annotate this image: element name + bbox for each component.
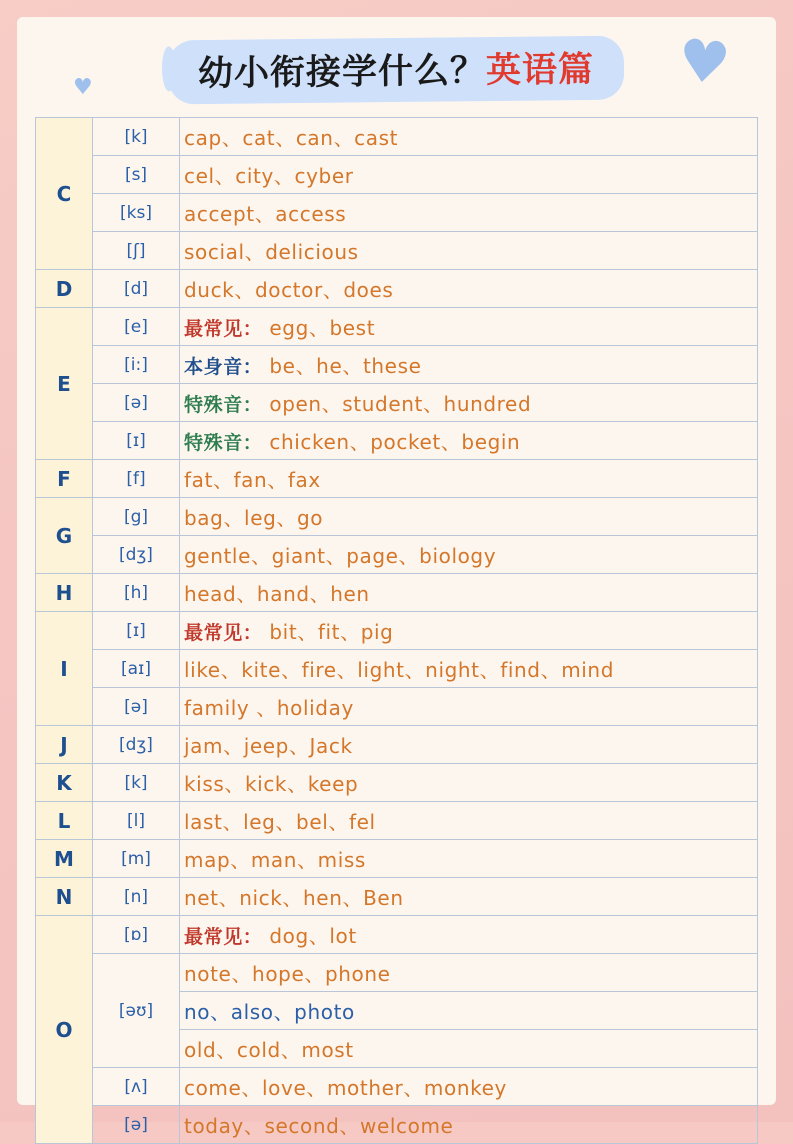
words-prefix: 特殊音： xyxy=(184,394,263,416)
page-title xyxy=(198,49,594,94)
words-text: today、second、welcome xyxy=(184,1114,454,1138)
ipa-cell: [e] xyxy=(93,308,180,346)
ipa-cell: [d] xyxy=(93,270,180,308)
words-text: dog、lot xyxy=(269,924,357,948)
table-row xyxy=(36,764,758,802)
words-text: old、cold、most xyxy=(184,1038,354,1062)
words-cell xyxy=(180,954,758,992)
words-text: last、leg、bel、fel xyxy=(184,810,376,834)
ipa-cell: [ɪ] xyxy=(93,612,180,650)
heart-icon-small: ♥ xyxy=(73,75,93,100)
letter-cell: I xyxy=(36,612,93,726)
table-row xyxy=(36,954,758,992)
words-text: net、nick、hen、Ben xyxy=(184,886,404,910)
table-row xyxy=(36,460,758,498)
letter-cell: H xyxy=(36,574,93,612)
words-cell xyxy=(180,308,758,346)
words-cell xyxy=(180,1106,758,1144)
page-title-main: 幼小衔接学什么？ xyxy=(198,50,487,95)
ipa-cell: [ə] xyxy=(93,384,180,422)
table-row xyxy=(36,346,758,384)
letter-cell: C xyxy=(36,118,93,270)
words-cell xyxy=(180,422,758,460)
ipa-cell: [g] xyxy=(93,498,180,536)
ipa-cell: [n] xyxy=(93,878,180,916)
words-text: map、man、miss xyxy=(184,848,366,872)
letter-cell: E xyxy=(36,308,93,460)
words-prefix: 特殊音： xyxy=(184,432,263,454)
words-cell xyxy=(180,1068,758,1106)
words-text: family 、holiday xyxy=(184,696,354,720)
words-cell xyxy=(180,384,758,422)
words-text: bag、leg、go xyxy=(184,506,324,530)
words-text: open、student、hundred xyxy=(269,392,532,416)
table-row xyxy=(36,726,758,764)
words-cell xyxy=(180,1030,758,1068)
table-row xyxy=(36,650,758,688)
letter-cell: M xyxy=(36,840,93,878)
table-row xyxy=(36,916,758,954)
ipa-cell: [ə] xyxy=(93,688,180,726)
table-row xyxy=(36,194,758,232)
table-row xyxy=(36,840,758,878)
table-row xyxy=(36,498,758,536)
table-row xyxy=(36,270,758,308)
table-row xyxy=(36,574,758,612)
words-text: cel、city、cyber xyxy=(184,164,354,188)
ipa-cell: [ɒ] xyxy=(93,916,180,954)
words-prefix: 本身音： xyxy=(184,356,263,378)
ipa-cell: [əʊ] xyxy=(93,954,180,1068)
words-text: come、love、mother、monkey xyxy=(184,1076,507,1100)
words-cell xyxy=(180,574,758,612)
words-text: kiss、kick、keep xyxy=(184,772,359,796)
words-cell xyxy=(180,156,758,194)
letter-cell: G xyxy=(36,498,93,574)
words-cell xyxy=(180,802,758,840)
words-text: no、also、photo xyxy=(184,1000,355,1024)
ipa-cell: [k] xyxy=(93,764,180,802)
words-cell xyxy=(180,650,758,688)
words-cell xyxy=(180,232,758,270)
words-text: jam、jeep、Jack xyxy=(184,734,353,758)
poster-paper xyxy=(17,17,776,1138)
words-text: social、delicious xyxy=(184,240,359,264)
table-row xyxy=(36,232,758,270)
words-text: head、hand、hen xyxy=(184,582,370,606)
ipa-cell: [ks] xyxy=(93,194,180,232)
words-text: egg、best xyxy=(269,316,376,340)
words-cell xyxy=(180,536,758,574)
title-banner xyxy=(168,36,625,105)
words-text: chicken、pocket、begin xyxy=(269,430,521,454)
words-text: accept、access xyxy=(184,202,347,226)
ipa-cell: [ʌ] xyxy=(93,1068,180,1106)
words-cell xyxy=(180,118,758,156)
ipa-cell: [h] xyxy=(93,574,180,612)
table-row xyxy=(36,688,758,726)
ipa-cell: [ə] xyxy=(93,1106,180,1144)
ipa-cell: [ʃ] xyxy=(93,232,180,270)
table-row xyxy=(36,1106,758,1144)
words-cell xyxy=(180,460,758,498)
letter-cell: K xyxy=(36,764,93,802)
words-prefix: 最常见： xyxy=(184,318,263,340)
words-text: bit、fit、pig xyxy=(269,620,394,644)
ipa-cell: [s] xyxy=(93,156,180,194)
words-cell xyxy=(180,346,758,384)
ipa-cell: [ɪ] xyxy=(93,422,180,460)
words-cell xyxy=(180,498,758,536)
words-cell xyxy=(180,726,758,764)
words-text: like、kite、fire、light、night、find、mind xyxy=(184,658,615,682)
table-row xyxy=(36,156,758,194)
ipa-cell: [aɪ] xyxy=(93,650,180,688)
ipa-cell: [i:] xyxy=(93,346,180,384)
words-cell xyxy=(180,878,758,916)
words-text: gentle、giant、page、biology xyxy=(184,544,497,568)
table-row xyxy=(36,536,758,574)
words-text: note、hope、phone xyxy=(184,962,391,986)
words-cell xyxy=(180,916,758,954)
words-cell xyxy=(180,612,758,650)
table-row xyxy=(36,384,758,422)
words-cell xyxy=(180,688,758,726)
words-prefix: 最常见： xyxy=(184,622,263,644)
words-text: be、he、these xyxy=(269,354,422,378)
words-cell xyxy=(180,270,758,308)
table-row xyxy=(36,878,758,916)
letter-cell: J xyxy=(36,726,93,764)
letter-cell: D xyxy=(36,270,93,308)
table-row xyxy=(36,422,758,460)
words-cell xyxy=(180,194,758,232)
ipa-cell: [k] xyxy=(93,118,180,156)
letter-cell: F xyxy=(36,460,93,498)
table-row xyxy=(36,308,758,346)
table-row xyxy=(36,1068,758,1106)
words-text: cap、cat、can、cast xyxy=(184,126,399,150)
ipa-cell: [m] xyxy=(93,840,180,878)
letter-cell: L xyxy=(36,802,93,840)
words-text: fat、fan、fax xyxy=(184,468,321,492)
ipa-cell: [l] xyxy=(93,802,180,840)
ipa-cell: [dʒ] xyxy=(93,726,180,764)
words-cell xyxy=(180,764,758,802)
table-row xyxy=(36,612,758,650)
ipa-cell: [dʒ] xyxy=(93,536,180,574)
letter-cell: N xyxy=(36,878,93,916)
words-prefix: 最常见： xyxy=(184,926,263,948)
page-title-accent: 英语篇 xyxy=(486,48,595,92)
words-cell xyxy=(180,840,758,878)
phonics-table xyxy=(35,117,758,1144)
words-cell xyxy=(180,992,758,1030)
table-row xyxy=(36,118,758,156)
title-area xyxy=(35,27,758,113)
heart-icon-large: ♥ xyxy=(674,25,734,99)
table-row xyxy=(36,802,758,840)
ipa-cell: [f] xyxy=(93,460,180,498)
letter-cell: O xyxy=(36,916,93,1144)
words-text: duck、doctor、does xyxy=(184,278,394,302)
